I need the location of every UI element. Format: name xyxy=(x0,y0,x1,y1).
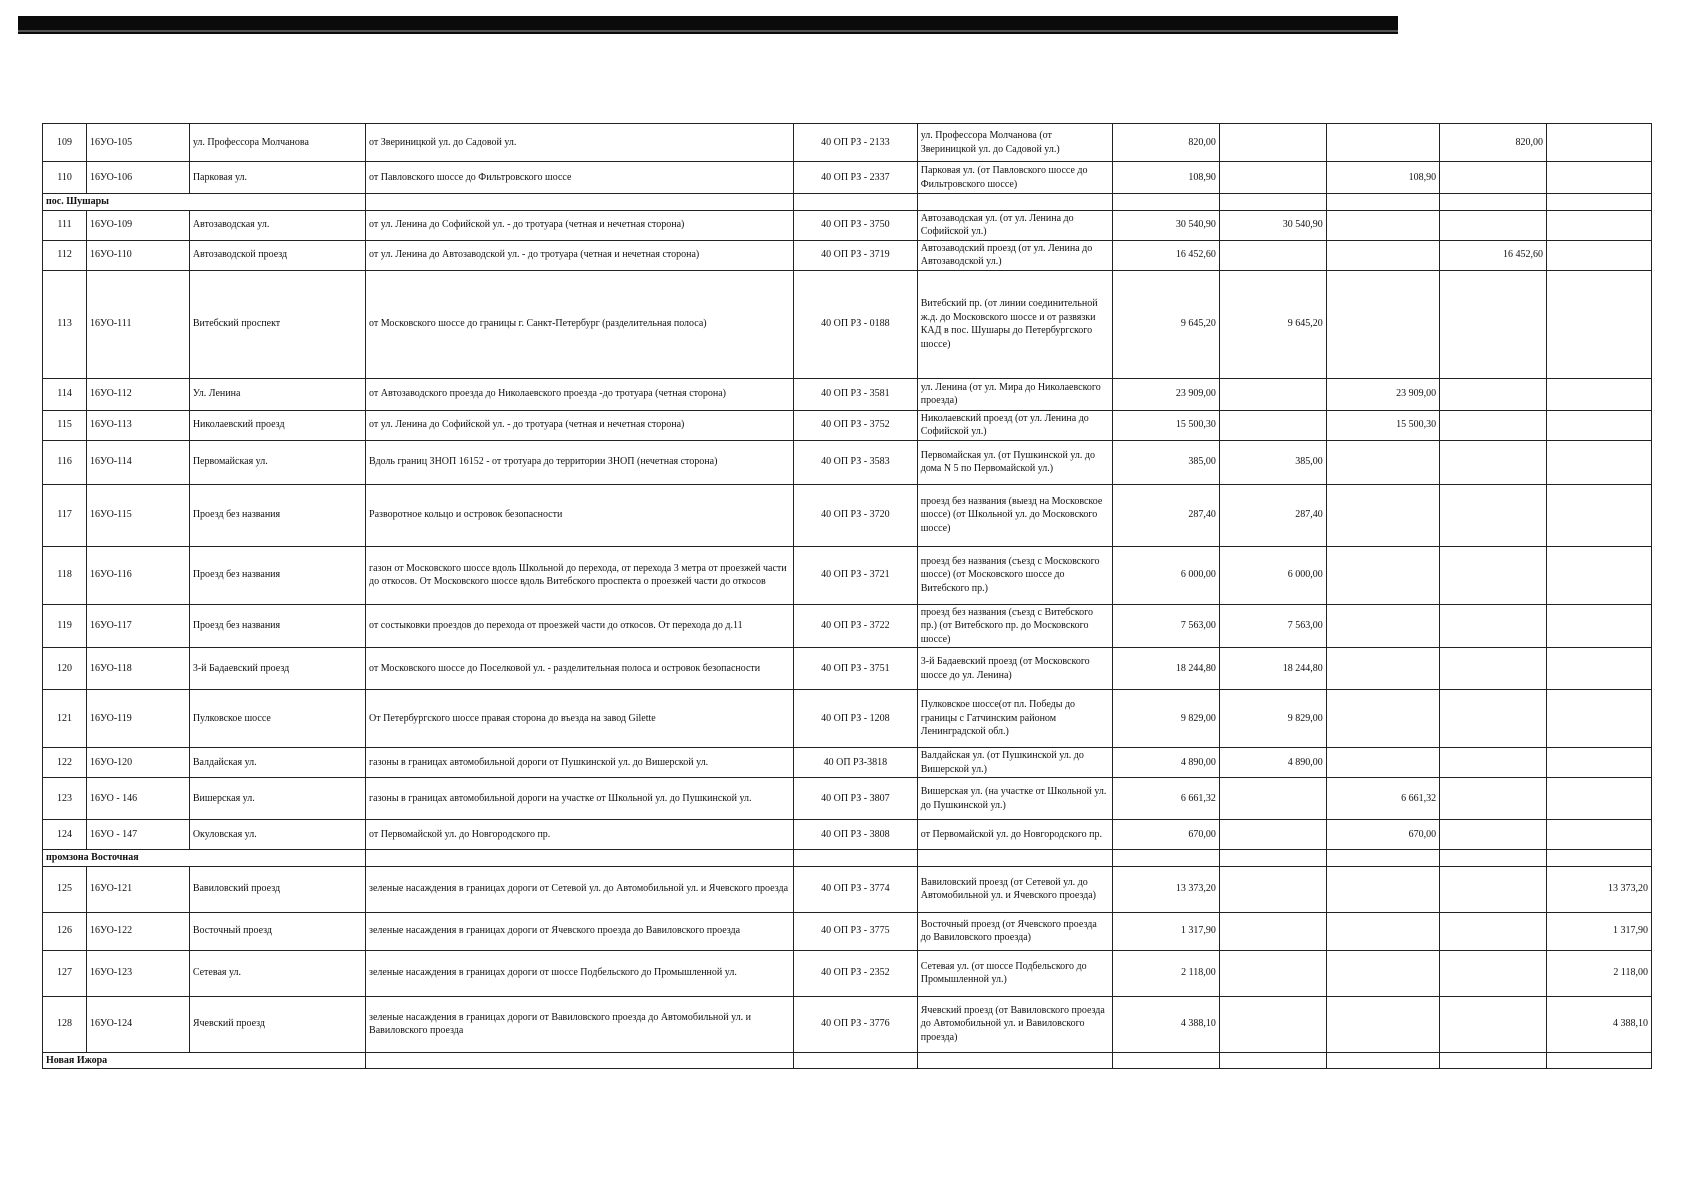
total-area: 670,00 xyxy=(1112,820,1219,850)
area-col-3: 16 452,60 xyxy=(1440,240,1547,270)
area-col-2 xyxy=(1326,210,1439,240)
area-col-2 xyxy=(1326,440,1439,484)
total-area: 16 452,60 xyxy=(1112,240,1219,270)
area-col-2 xyxy=(1326,124,1439,162)
area-col-1 xyxy=(1219,378,1326,410)
area-description: от ул. Ленина до Софийской ул. - до тротуара (четная и нечетная сторона) xyxy=(366,410,794,440)
road-name: Валдайская ул. xyxy=(189,748,365,778)
road-name: Проезд без названия xyxy=(189,546,365,604)
area-col-2: 670,00 xyxy=(1326,820,1439,850)
empty-cell xyxy=(917,194,1112,211)
area-description: от Павловского шоссе до Фильтровского шоссе xyxy=(366,162,794,194)
total-area: 18 244,80 xyxy=(1112,648,1219,690)
road-code: 16УО-105 xyxy=(87,124,190,162)
area-col-1 xyxy=(1219,410,1326,440)
area-col-1 xyxy=(1219,778,1326,820)
area-description: зеленые насаждения в границах дороги от Ячевского проезда до Вавиловского проезда xyxy=(366,912,794,950)
road-name: Автозаводская ул. xyxy=(189,210,365,240)
area-col-3 xyxy=(1440,410,1547,440)
total-area: 385,00 xyxy=(1112,440,1219,484)
registry-number: 40 ОП РЗ - 2337 xyxy=(793,162,917,194)
area-description: зеленые насаждения в границах дороги от шоссе Подбельского до Промышленной ул. xyxy=(366,950,794,996)
area-col-2 xyxy=(1326,866,1439,912)
area-col-3 xyxy=(1440,484,1547,546)
area-description: зеленые насаждения в границах дороги от Вавиловского проезда до Автомобильной ул. и Вавиловского проезда xyxy=(366,996,794,1052)
area-col-1 xyxy=(1219,996,1326,1052)
total-area: 2 118,00 xyxy=(1112,950,1219,996)
road-name: Окуловская ул. xyxy=(189,820,365,850)
road-name: Проезд без названия xyxy=(189,484,365,546)
road-extent: Николаевский проезд (от ул. Ленина до Софийской ул.) xyxy=(917,410,1112,440)
area-col-4 xyxy=(1547,162,1652,194)
road-extent: Витебский пр. (от линии соединительной ж.д. до Московского шоссе и от развязки КАД в пос. Шушары до Петербургского шоссе) xyxy=(917,270,1112,378)
area-col-4 xyxy=(1547,484,1652,546)
area-col-2: 15 500,30 xyxy=(1326,410,1439,440)
road-extent: Валдайская ул. (от Пушкинской ул. до Вишерской ул.) xyxy=(917,748,1112,778)
registry-number: 40 ОП РЗ - 0188 xyxy=(793,270,917,378)
area-col-2 xyxy=(1326,270,1439,378)
area-col-3 xyxy=(1440,604,1547,648)
area-col-4 xyxy=(1547,648,1652,690)
area-description: от Московского шоссе до границы г. Санкт-Петербург (разделительная полоса) xyxy=(366,270,794,378)
empty-cell xyxy=(917,1052,1112,1069)
total-area: 6 661,32 xyxy=(1112,778,1219,820)
total-area: 287,40 xyxy=(1112,484,1219,546)
table-row xyxy=(43,604,1652,648)
section-row xyxy=(43,194,1652,211)
total-area: 9 829,00 xyxy=(1112,690,1219,748)
area-col-4: 2 118,00 xyxy=(1547,950,1652,996)
area-description: Разворотное кольцо и островок безопасности xyxy=(366,484,794,546)
area-col-4 xyxy=(1547,748,1652,778)
area-col-3 xyxy=(1440,866,1547,912)
empty-cell xyxy=(793,850,917,867)
row-number: 113 xyxy=(43,270,87,378)
section-row xyxy=(43,1052,1652,1069)
table-row xyxy=(43,820,1652,850)
empty-cell xyxy=(1219,194,1326,211)
road-name: Вавиловский проезд xyxy=(189,866,365,912)
total-area: 820,00 xyxy=(1112,124,1219,162)
area-description: от ул. Ленина до Автозаводской ул. - до тротуара (четная и нечетная сторона) xyxy=(366,240,794,270)
area-col-3 xyxy=(1440,820,1547,850)
registry-number: 40 ОП РЗ - 3774 xyxy=(793,866,917,912)
road-extent: Первомайская ул. (от Пушкинской ул. до дома N 5 по Первомайской ул.) xyxy=(917,440,1112,484)
table-row xyxy=(43,690,1652,748)
road-extent: Парковая ул. (от Павловского шоссе до Фильтровского шоссе) xyxy=(917,162,1112,194)
area-description: от Автозаводского проезда до Николаевского проезда -до тротуара (четная сторона) xyxy=(366,378,794,410)
area-col-4 xyxy=(1547,240,1652,270)
row-number: 119 xyxy=(43,604,87,648)
area-col-2: 23 909,00 xyxy=(1326,378,1439,410)
road-code: 16УО-124 xyxy=(87,996,190,1052)
row-number: 115 xyxy=(43,410,87,440)
road-extent: Пулковское шоссе(от пл. Победы до границы с Гатчинским районом Ленинградской обл.) xyxy=(917,690,1112,748)
empty-cell xyxy=(1326,194,1439,211)
empty-cell xyxy=(917,850,1112,867)
area-col-1: 4 890,00 xyxy=(1219,748,1326,778)
area-description: газоны в границах автомобильной дороги от Пушкинской ул. до Вишерской ул. xyxy=(366,748,794,778)
road-extent: проезд без названия (съезд с Витебского пр.) (от Витебского пр. до Московского шоссе) xyxy=(917,604,1112,648)
row-number: 121 xyxy=(43,690,87,748)
empty-cell xyxy=(1112,1052,1219,1069)
area-col-4 xyxy=(1547,604,1652,648)
area-col-4 xyxy=(1547,440,1652,484)
road-name: Парковая ул. xyxy=(189,162,365,194)
area-col-4 xyxy=(1547,820,1652,850)
empty-cell xyxy=(366,850,794,867)
row-number: 111 xyxy=(43,210,87,240)
area-col-4 xyxy=(1547,270,1652,378)
road-greenery-table xyxy=(42,123,1652,1069)
road-code: 16УО-114 xyxy=(87,440,190,484)
area-col-3 xyxy=(1440,912,1547,950)
empty-cell xyxy=(1219,1052,1326,1069)
area-col-1: 385,00 xyxy=(1219,440,1326,484)
road-code: 16УО-113 xyxy=(87,410,190,440)
road-extent: Восточный проезд (от Ячевского проезда до Вавиловского проезда) xyxy=(917,912,1112,950)
area-col-1 xyxy=(1219,820,1326,850)
road-code: 16УО-117 xyxy=(87,604,190,648)
table-row xyxy=(43,996,1652,1052)
area-col-3: 820,00 xyxy=(1440,124,1547,162)
area-col-1: 6 000,00 xyxy=(1219,546,1326,604)
road-code: 16УО-106 xyxy=(87,162,190,194)
section-row xyxy=(43,850,1652,867)
total-area: 15 500,30 xyxy=(1112,410,1219,440)
area-col-3 xyxy=(1440,440,1547,484)
area-col-3 xyxy=(1440,648,1547,690)
table-row xyxy=(43,546,1652,604)
total-area: 4 388,10 xyxy=(1112,996,1219,1052)
road-name: Николаевский проезд xyxy=(189,410,365,440)
empty-cell xyxy=(366,1052,794,1069)
area-col-1: 287,40 xyxy=(1219,484,1326,546)
row-number: 114 xyxy=(43,378,87,410)
area-col-1 xyxy=(1219,162,1326,194)
registry-number: 40 ОП РЗ - 3581 xyxy=(793,378,917,410)
area-col-1 xyxy=(1219,124,1326,162)
road-code: 16УО-122 xyxy=(87,912,190,950)
road-extent: Автозаводский проезд (от ул. Ленина до Автозаводской ул.) xyxy=(917,240,1112,270)
empty-cell xyxy=(1440,194,1547,211)
area-col-4: 13 373,20 xyxy=(1547,866,1652,912)
registry-number: 40 ОП РЗ - 3807 xyxy=(793,778,917,820)
road-extent: Вавиловский проезд (от Сетевой ул. до Автомобильной ул. и Ячевского проезда) xyxy=(917,866,1112,912)
area-col-4 xyxy=(1547,690,1652,748)
road-extent: Вишерская ул. (на участке от Школьной ул. до Пушкинской ул.) xyxy=(917,778,1112,820)
road-extent: от Первомайской ул. до Новгородского пр. xyxy=(917,820,1112,850)
empty-cell xyxy=(1440,1052,1547,1069)
road-code: 16УО-115 xyxy=(87,484,190,546)
area-col-3 xyxy=(1440,378,1547,410)
table-row xyxy=(43,210,1652,240)
road-code: 16УО-109 xyxy=(87,210,190,240)
section-label: промзона Восточная xyxy=(43,850,366,867)
registry-number: 40 ОП РЗ - 3720 xyxy=(793,484,917,546)
area-description: от Московского шоссе до Поселковой ул. - разделительная полоса и островок безопасности xyxy=(366,648,794,690)
road-code: 16УО-120 xyxy=(87,748,190,778)
area-col-1: 9 645,20 xyxy=(1219,270,1326,378)
area-col-4 xyxy=(1547,124,1652,162)
registry-number: 40 ОП РЗ - 3750 xyxy=(793,210,917,240)
registry-number: 40 ОП РЗ - 3776 xyxy=(793,996,917,1052)
road-name: Первомайская ул. xyxy=(189,440,365,484)
row-number: 116 xyxy=(43,440,87,484)
empty-cell xyxy=(1112,194,1219,211)
area-description: газоны в границах автомобильной дороги на участке от Школьной ул. до Пушкинской ул. xyxy=(366,778,794,820)
empty-cell xyxy=(1326,850,1439,867)
road-code: 16УО-110 xyxy=(87,240,190,270)
area-col-1: 9 829,00 xyxy=(1219,690,1326,748)
table-row xyxy=(43,950,1652,996)
area-col-3 xyxy=(1440,546,1547,604)
area-description: от ул. Ленина до Софийской ул. - до тротуара (четная и нечетная сторона) xyxy=(366,210,794,240)
area-description: От Петербургского шоссе правая сторона до въезда на завод Gilette xyxy=(366,690,794,748)
table-row xyxy=(43,866,1652,912)
area-col-1 xyxy=(1219,240,1326,270)
road-extent: проезд без названия (выезд на Московское шоссе) (от Школьной ул. до Московского шоссе) xyxy=(917,484,1112,546)
road-code: 16УО-116 xyxy=(87,546,190,604)
road-name: ул. Профессора Молчанова xyxy=(189,124,365,162)
area-description: Вдоль границ ЗНОП 16152 - от тротуара до территории ЗНОП (нечетная сторона) xyxy=(366,440,794,484)
row-number: 117 xyxy=(43,484,87,546)
registry-number: 40 ОП РЗ - 2133 xyxy=(793,124,917,162)
area-col-3 xyxy=(1440,162,1547,194)
row-number: 127 xyxy=(43,950,87,996)
area-col-1: 30 540,90 xyxy=(1219,210,1326,240)
row-number: 124 xyxy=(43,820,87,850)
road-code: 16УО-121 xyxy=(87,866,190,912)
road-name: Сетевая ул. xyxy=(189,950,365,996)
area-col-4 xyxy=(1547,778,1652,820)
row-number: 123 xyxy=(43,778,87,820)
table-row xyxy=(43,778,1652,820)
road-code: 16УО - 147 xyxy=(87,820,190,850)
road-extent: Автозаводская ул. (от ул. Ленина до Софийской ул.) xyxy=(917,210,1112,240)
table-row xyxy=(43,912,1652,950)
road-name: Пулковское шоссе xyxy=(189,690,365,748)
total-area: 7 563,00 xyxy=(1112,604,1219,648)
road-code: 16УО-118 xyxy=(87,648,190,690)
road-extent: ул. Ленина (от ул. Мира до Николаевского проезда) xyxy=(917,378,1112,410)
registry-number: 40 ОП РЗ - 3752 xyxy=(793,410,917,440)
table-row xyxy=(43,484,1652,546)
registry-number: 40 ОП РЗ - 3721 xyxy=(793,546,917,604)
row-number: 120 xyxy=(43,648,87,690)
area-col-3 xyxy=(1440,950,1547,996)
road-name: Восточный проезд xyxy=(189,912,365,950)
row-number: 109 xyxy=(43,124,87,162)
area-description: от Звериницкой ул. до Садовой ул. xyxy=(366,124,794,162)
row-number: 110 xyxy=(43,162,87,194)
section-label: пос. Шушары xyxy=(43,194,366,211)
row-number: 112 xyxy=(43,240,87,270)
area-col-2 xyxy=(1326,604,1439,648)
empty-cell xyxy=(1440,850,1547,867)
table-row xyxy=(43,440,1652,484)
table-row xyxy=(43,124,1652,162)
table-row xyxy=(43,748,1652,778)
area-col-2: 6 661,32 xyxy=(1326,778,1439,820)
row-number: 126 xyxy=(43,912,87,950)
road-name: Ячевский проезд xyxy=(189,996,365,1052)
area-col-3 xyxy=(1440,690,1547,748)
road-name: Витебский проспект xyxy=(189,270,365,378)
empty-cell xyxy=(1326,1052,1439,1069)
area-col-3 xyxy=(1440,996,1547,1052)
road-name: Проезд без названия xyxy=(189,604,365,648)
area-description: от Первомайской ул. до Новгородского пр. xyxy=(366,820,794,850)
empty-cell xyxy=(793,194,917,211)
total-area: 9 645,20 xyxy=(1112,270,1219,378)
table-row xyxy=(43,240,1652,270)
empty-cell xyxy=(366,194,794,211)
area-col-1 xyxy=(1219,950,1326,996)
road-code: 16УО-111 xyxy=(87,270,190,378)
area-col-4 xyxy=(1547,546,1652,604)
road-code: 16УО-119 xyxy=(87,690,190,748)
area-description: зеленые насаждения в границах дороги от Сетевой ул. до Автомобильной ул. и Ячевского проезда xyxy=(366,866,794,912)
road-extent: Сетевая ул. (от шоссе Подбельского до Промышленной ул.) xyxy=(917,950,1112,996)
road-code: 16УО-112 xyxy=(87,378,190,410)
road-name: 3-й Бадаевский проезд xyxy=(189,648,365,690)
area-col-2: 108,90 xyxy=(1326,162,1439,194)
road-extent: 3-й Бадаевский проезд (от Московского шоссе до ул. Ленина) xyxy=(917,648,1112,690)
total-area: 108,90 xyxy=(1112,162,1219,194)
total-area: 1 317,90 xyxy=(1112,912,1219,950)
area-col-3 xyxy=(1440,210,1547,240)
row-number: 118 xyxy=(43,546,87,604)
area-col-2 xyxy=(1326,546,1439,604)
scan-header-line xyxy=(18,30,1398,32)
table-row xyxy=(43,648,1652,690)
area-col-4 xyxy=(1547,410,1652,440)
area-description: от состыковки проездов до перехода от проезжей части до откосов. От перехода до д.11 xyxy=(366,604,794,648)
table-row xyxy=(43,270,1652,378)
road-name: Автозаводской проезд xyxy=(189,240,365,270)
empty-cell xyxy=(1547,194,1652,211)
registry-number: 40 ОП РЗ - 1208 xyxy=(793,690,917,748)
area-col-2 xyxy=(1326,648,1439,690)
area-col-3 xyxy=(1440,748,1547,778)
road-extent: проезд без названия (съезд с Московского шоссе) (от Московского шоссе до Витебского пр.) xyxy=(917,546,1112,604)
table-row xyxy=(43,162,1652,194)
area-col-2 xyxy=(1326,748,1439,778)
area-col-2 xyxy=(1326,996,1439,1052)
registry-number: 40 ОП РЗ - 2352 xyxy=(793,950,917,996)
area-col-2 xyxy=(1326,950,1439,996)
table-row xyxy=(43,410,1652,440)
road-name: Вишерская ул. xyxy=(189,778,365,820)
section-label: Новая Ижора xyxy=(43,1052,366,1069)
area-description: газон от Московского шоссе вдоль Школьной до перехода, от перехода 3 метра от проезжей части до откосов. От Московского шоссе вдоль Витебского проспекта о проезжей части до откосов xyxy=(366,546,794,604)
area-col-3 xyxy=(1440,778,1547,820)
row-number: 122 xyxy=(43,748,87,778)
area-col-4 xyxy=(1547,378,1652,410)
empty-cell xyxy=(1547,850,1652,867)
row-number: 125 xyxy=(43,866,87,912)
area-col-2 xyxy=(1326,912,1439,950)
area-col-1 xyxy=(1219,912,1326,950)
empty-cell xyxy=(793,1052,917,1069)
registry-number: 40 ОП РЗ - 3719 xyxy=(793,240,917,270)
road-extent: ул. Профессора Молчанова (от Звериницкой ул. до Садовой ул.) xyxy=(917,124,1112,162)
area-col-1 xyxy=(1219,866,1326,912)
total-area: 4 890,00 xyxy=(1112,748,1219,778)
area-col-4: 1 317,90 xyxy=(1547,912,1652,950)
empty-cell xyxy=(1112,850,1219,867)
road-name: Ул. Ленина xyxy=(189,378,365,410)
empty-cell xyxy=(1219,850,1326,867)
area-col-4 xyxy=(1547,210,1652,240)
empty-cell xyxy=(1547,1052,1652,1069)
table-row xyxy=(43,378,1652,410)
row-number: 128 xyxy=(43,996,87,1052)
area-col-2 xyxy=(1326,484,1439,546)
road-extent: Ячевский проезд (от Вавиловского проезда до Автомобильной ул. и Вавиловского проезда) xyxy=(917,996,1112,1052)
area-col-4: 4 388,10 xyxy=(1547,996,1652,1052)
registry-number: 40 ОП РЗ - 3751 xyxy=(793,648,917,690)
area-col-1: 7 563,00 xyxy=(1219,604,1326,648)
total-area: 30 540,90 xyxy=(1112,210,1219,240)
registry-number: 40 ОП РЗ - 3808 xyxy=(793,820,917,850)
road-code: 16УО-123 xyxy=(87,950,190,996)
registry-number: 40 ОП РЗ - 3722 xyxy=(793,604,917,648)
registry-number: 40 ОП РЗ-3818 xyxy=(793,748,917,778)
registry-number: 40 ОП РЗ - 3583 xyxy=(793,440,917,484)
registry-number: 40 ОП РЗ - 3775 xyxy=(793,912,917,950)
road-code: 16УО - 146 xyxy=(87,778,190,820)
area-col-1: 18 244,80 xyxy=(1219,648,1326,690)
area-col-3 xyxy=(1440,270,1547,378)
total-area: 13 373,20 xyxy=(1112,866,1219,912)
area-col-2 xyxy=(1326,690,1439,748)
area-col-2 xyxy=(1326,240,1439,270)
total-area: 23 909,00 xyxy=(1112,378,1219,410)
total-area: 6 000,00 xyxy=(1112,546,1219,604)
